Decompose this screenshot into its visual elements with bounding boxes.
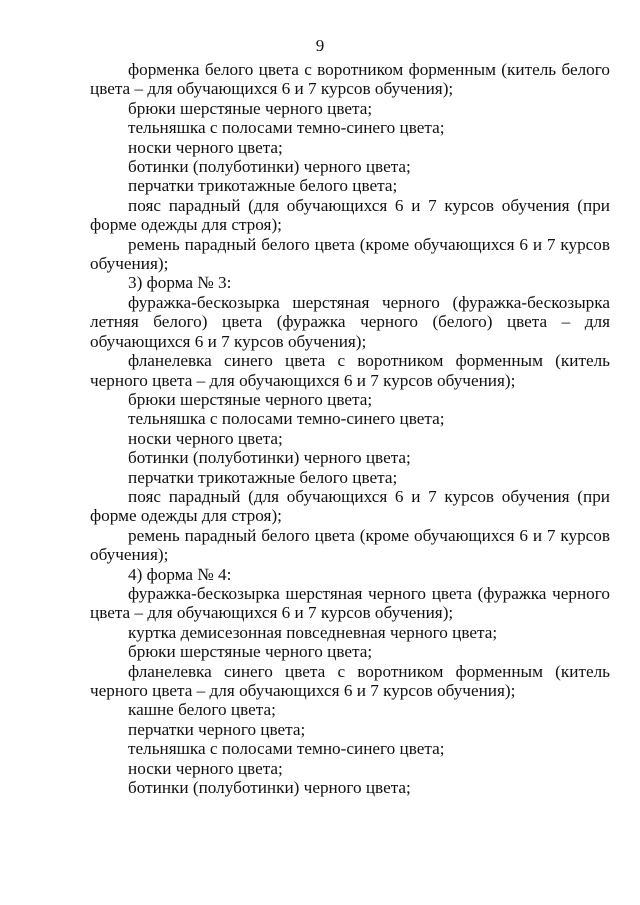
paragraph: ботинки (полуботинки) черного цвета; (128, 778, 411, 798)
paragraph: куртка демисезонная повседневная черного цвета; (128, 622, 498, 642)
paragraph: брюки шерстяные черного цвета; (128, 389, 373, 409)
paragraph: тельняшка с полосами темно-синего цвета; (128, 118, 445, 138)
paragraph: кашне белого цвета; (128, 700, 276, 720)
section-heading: 3) форма № 3: (128, 273, 232, 293)
paragraph: тельняшка с полосами темно-синего цвета; (128, 409, 445, 429)
paragraph: перчатки трикотажные белого цвета; (128, 176, 398, 196)
paragraph: форменка белого цвета с воротником форменным (китель белого цвета – для обучающихся 6 и 7 курсов обучения); (90, 60, 610, 99)
paragraph: ботинки (полуботинки) черного цвета; (128, 448, 411, 468)
paragraph: фланелевка синего цвета с воротником форменным (китель черного цвета – для обучающихся 6 и 7 курсов обучения); (90, 661, 610, 700)
paragraph: перчатки черного цвета; (128, 719, 306, 739)
paragraph: тельняшка с полосами темно-синего цвета; (128, 739, 445, 759)
paragraph: носки черного цвета; (128, 428, 283, 448)
paragraph: пояс парадный (для обучающихся 6 и 7 курсов обучения (при форме одежды для строя); (90, 486, 610, 526)
paragraph: фланелевка синего цвета с воротником форменным (китель черного цвета – для обучающихся 6 и 7 курсов обучения); (90, 351, 610, 390)
paragraph: брюки шерстяные черного цвета; (128, 98, 373, 118)
paragraph: ремень парадный белого цвета (кроме обучающихся 6 и 7 курсов обучения); (90, 234, 610, 274)
document-body (90, 60, 610, 797)
page-number: 9 (315, 36, 325, 55)
section-heading: 4) форма № 4: (128, 564, 232, 584)
paragraph: носки черного цвета; (128, 758, 283, 778)
paragraph: носки черного цвета; (128, 137, 283, 157)
paragraph: перчатки трикотажные белого цвета; (128, 467, 398, 487)
paragraph: фуражка-бескозырка шерстяная черного цвета (фуражка черного цвета – для обучающихся 6 и 7 курсов обучения); (90, 583, 610, 623)
paragraph: ботинки (полуботинки) черного цвета; (128, 157, 411, 177)
paragraph: ремень парадный белого цвета (кроме обучающихся 6 и 7 курсов обучения); (90, 525, 610, 565)
paragraph: пояс парадный (для обучающихся 6 и 7 курсов обучения (при форме одежды для строя); (90, 195, 610, 235)
paragraph: брюки шерстяные черного цвета; (128, 642, 373, 662)
paragraph: фуражка-бескозырка шерстяная черного (фуражка-бескозырка летняя белого) цвета (фуражка черного (белого) цвета – для обучающихся 6 и 7 курсов обучения); (90, 292, 610, 351)
